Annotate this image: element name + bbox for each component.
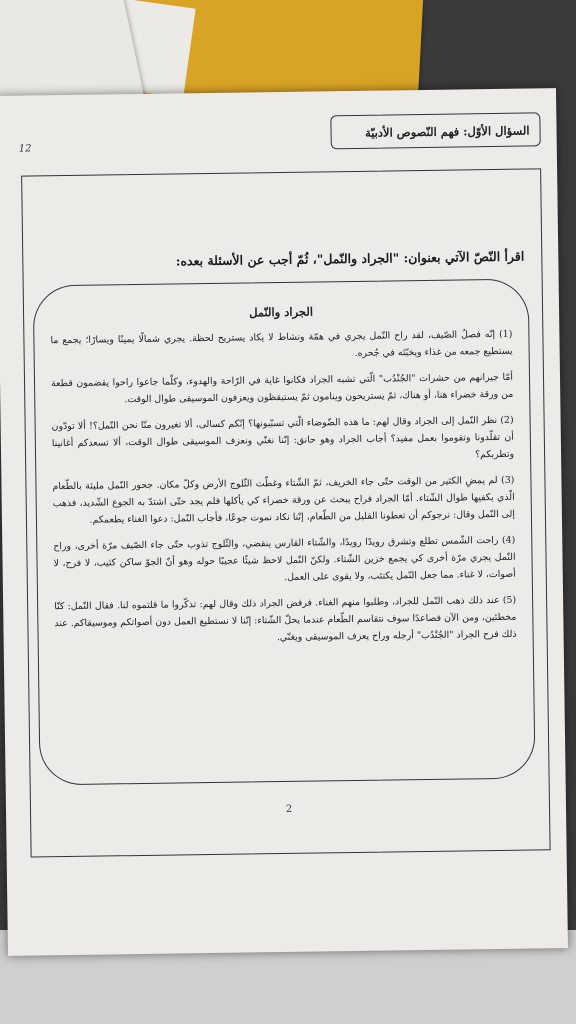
worksheet-page (0, 88, 568, 956)
page-number: 2 (285, 803, 293, 815)
paragraph-2: (2) نظر النّمل إلى الجراد وقال لهم: ما هذه الضّوضاء الّتي تسبّبونها؟ إنّكم كسالى، ألا تغيرون منّا نحن النّمل؟! ألا تودّون أن تقلّدونا وتقوموا بعمل مفيد؟ أجاب الجراد وهو حانق: إنّنا نغنّي ونعزف الموسيقى طوال الوقت، ألا تسعدكم أغانينا وتطربكم؟ (51, 414, 515, 461)
paragraph-3: (3) لم يمضِ الكثير من الوقت حتّى جاء الخريف، ثمّ الشّتاء وغطّت الثّلوج الأرض وكلّ مكان. جحور النّمل مليئة بالطّعام الّذي يكفيها طوال الشّتاء. أمّا الجراد فراح يبحث عن ورقة خضراء كي يأكلها فلم يجد حتّى اشتدّ به الجوع الشّديد، فذهب إلى النّمل وقال: نرجوكم أن تعطونا القليل من الطّعام، إنّنا نكاد نموت جوعًا، فأجاب النّمل: دعوا الغناء يطعمكم. (52, 474, 515, 526)
paragraph-1: (1) إنّه فصلُ الصّيف، لقد راح النّمل يجري في همّة ونشاط لا يكاد يستريح لحظة. يجري شمالًا يمينًا ويسارًا؛ يجمع ما يستطيع جمعه من غذاء ويخبّئه في جُحره. (50, 328, 513, 359)
story-box (33, 279, 536, 786)
paragraph-1b: أمّا جيرانهم من حشرات "الجُنْدُب" الّتي تشبه الجراد فكانوا غاية في الرّاحة والهدوء، وكلّما جاعوا راحوا يقضمون قطعة من ورقة خضراء هنا، أو هناك، ثمّ يستريحون وينامون ثمّ يستيقظون ويعزفون الموسيقى طوال الوقت. (50, 371, 514, 406)
instruction-text: اقرأ النّصّ الآتي بعنوان: "الجراد والنّمل"، ثُمّ أجب عن الأسئلة بعده: (175, 248, 525, 269)
paragraph-4: (4) راحت الشّمس تطلع وتشرق رويدًا رويدًا، والشّتاء القارس ينقضي، والثّلوج تذوب حتّى جاء الصّيف مرّة أخرى، وراح النّمل يجري مرّة أخرى كي يجمع خزين الشّتاء. ولكنّ النّمل لاحظ شيئًا عجيبًا حوله وهو أنّ الجوّ ساكن كئيب، لا فرح، لا أصوات، لا غناء. مما جعل النّمل يكتئب، ولا يقوى على العمل. (53, 534, 516, 583)
page-corner-label: 12 (18, 143, 32, 155)
content-area (21, 168, 548, 855)
story-title: الجراد والنّمل (249, 304, 314, 320)
question-heading-box: السؤال الأوّل: فهم النّصوص الأدبيّة (330, 112, 540, 149)
paragraph-5: (5) عند ذلك ذهب النّمل للجراد، وطلبوا منهم الغناء. فرفض الجراد ذلك وقال لهم: تذكّروا ما قلتموه لنا. فقال النّمل: كنّا مخطئين، ومن الآن فصاعدًا سوف نتقاسم الطّعام عندما يحلّ الشّتاء: إنّنا لا نستطيع العمل دون أصواتكم وموسيقاكم. عند ذلك فرح الجراد "الجُنْدُب" أرجله وراح يعزف الموسيقى ويغنّي. (54, 594, 517, 644)
